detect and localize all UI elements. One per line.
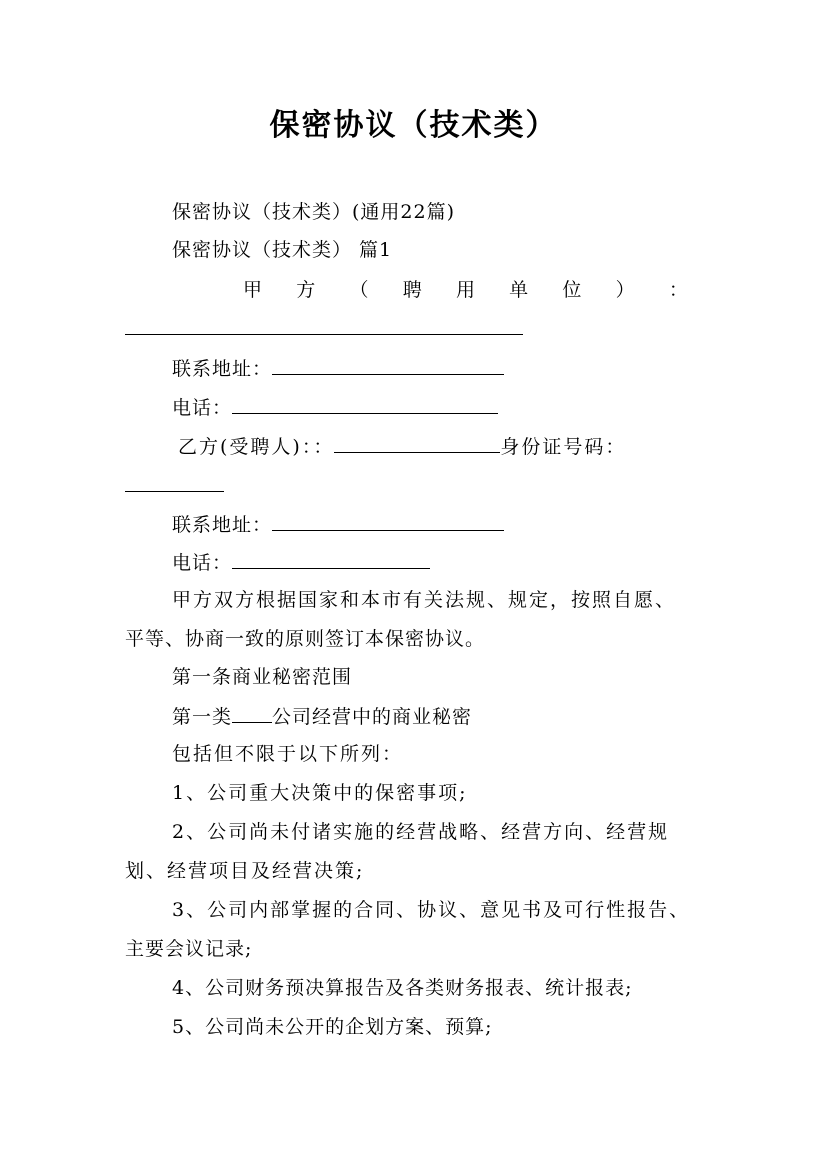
- party-b-label: 乙方(受聘人)：：: [178, 436, 335, 458]
- party-a-address-row: [172, 356, 504, 381]
- party-b-address-blank: [272, 512, 504, 531]
- phone-label: 电话：: [172, 552, 233, 574]
- list-item: 2、公司尚未付诸实施的经营战略、经营方向、经营规: [172, 821, 670, 843]
- party-a-char: 位: [562, 279, 582, 301]
- party-a-char: 甲: [243, 279, 263, 301]
- category-suffix: 公司经营中的商业秘密: [272, 706, 473, 728]
- including-text: 包括但不限于以下所列：: [172, 743, 404, 765]
- party-b-address-row: [172, 512, 504, 537]
- party-a-char: ：: [668, 279, 688, 301]
- party-a-phone-row: [172, 395, 498, 420]
- party-a-phone-blank: [232, 395, 498, 414]
- party-b-phone-blank: [232, 550, 430, 569]
- party-a-name-blank: [125, 316, 523, 335]
- party-a-char: 方: [296, 279, 316, 301]
- category-heading: [172, 704, 472, 729]
- list-item: 3、公司内部掌握的合同、协议、意见书及可行性报告、: [172, 899, 691, 921]
- document-subtitle: 保密协议（技术类）(通用22篇): [172, 201, 456, 223]
- page-title: 保密协议（技术类）: [269, 108, 558, 143]
- party-a-char: （: [349, 279, 369, 301]
- party-a-char: ）: [615, 279, 635, 301]
- section-heading: 保密协议（技术类） 篇1: [172, 239, 393, 261]
- party-b-name-blank: [334, 434, 500, 453]
- party-b-row: [178, 434, 626, 459]
- category-prefix: 第一类: [172, 706, 233, 728]
- list-item: 1、公司重大决策中的保密事项;: [172, 782, 468, 804]
- contact-address-label: 联系地址：: [172, 514, 273, 536]
- party-a-char: 聘: [402, 279, 422, 301]
- list-item: 4、公司财务预决算报告及各类财务报表、统计报表;: [172, 977, 633, 999]
- party-a-address-blank: [272, 356, 504, 375]
- article-heading: 第一条商业秘密范围: [172, 666, 353, 688]
- list-item-continuation: 划、经营项目及经营决策;: [125, 860, 365, 882]
- party-b-phone-row: [172, 550, 430, 575]
- party-a-char: 单: [509, 279, 529, 301]
- party-a-char: 用: [455, 279, 475, 301]
- intro-paragraph-line: 平等、协商一致的原则签订本保密协议。: [125, 628, 486, 650]
- id-number-label: 身份证号码：: [500, 436, 627, 458]
- list-item: 5、公司尚未公开的企划方案、预算;: [172, 1016, 493, 1038]
- category-blank: [232, 704, 272, 723]
- list-item-continuation: 主要会议记录;: [125, 938, 253, 960]
- phone-label: 电话：: [172, 397, 233, 419]
- party-a-label: [243, 278, 688, 302]
- intro-paragraph-line: 甲方双方根据国家和本市有关法规、规定，按照自愿、: [172, 589, 677, 611]
- contact-address-label: 联系地址：: [172, 358, 273, 380]
- id-number-blank: [125, 473, 224, 492]
